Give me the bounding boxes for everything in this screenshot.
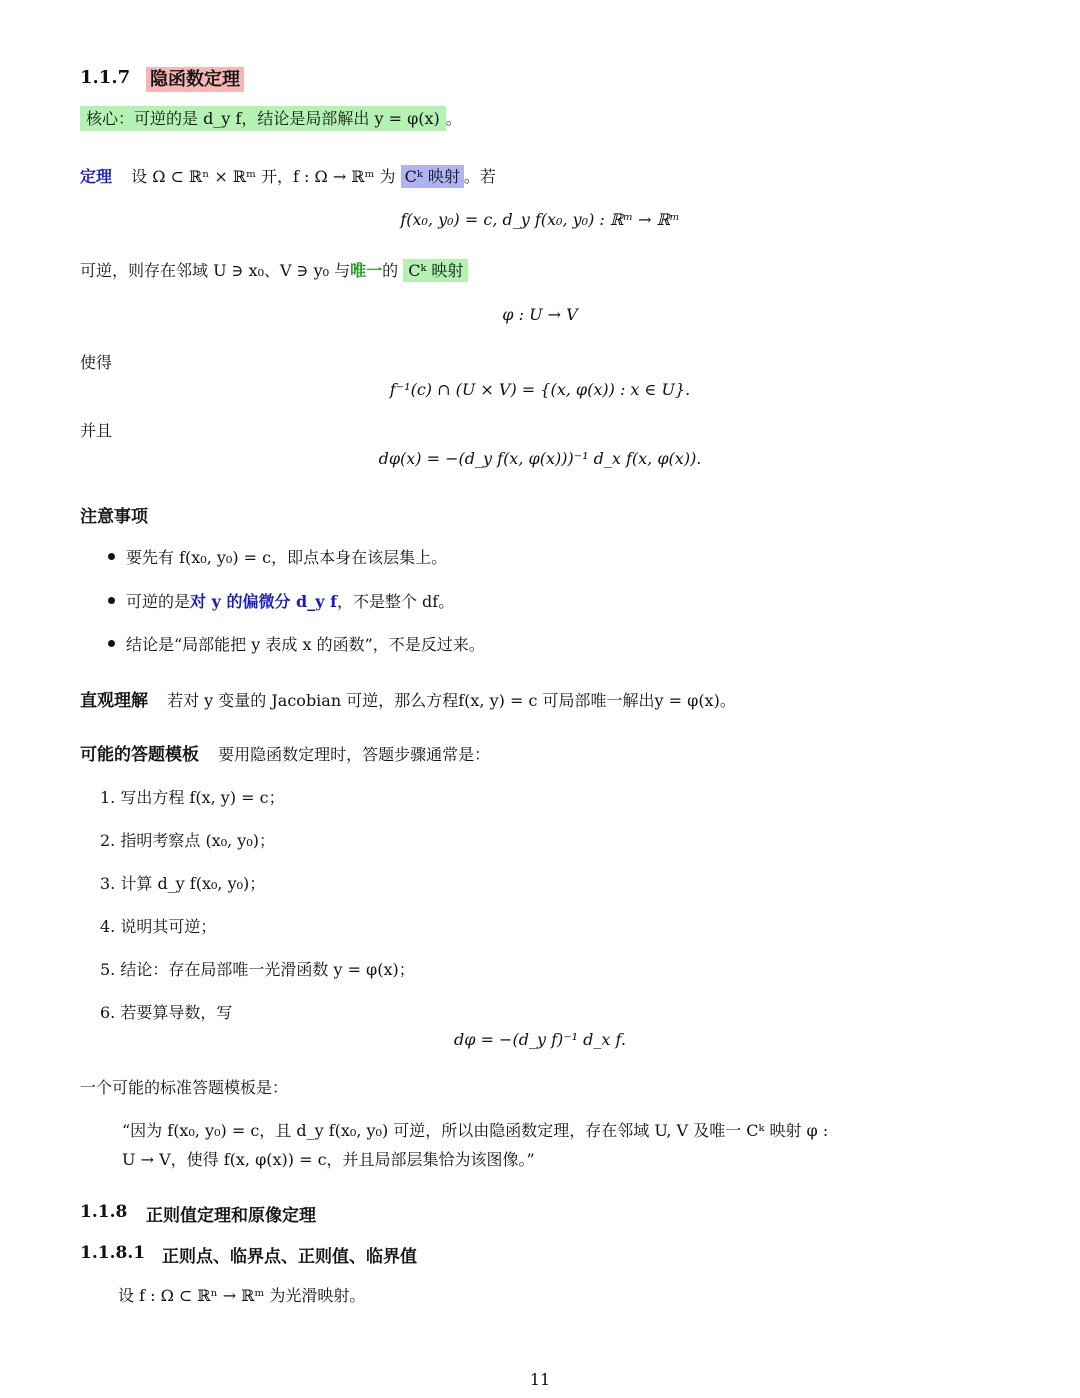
note-1: 要先有 f(x₀, y₀) = c，即点本身在该层集上。 (126, 548, 448, 567)
note-2-bold: 对 y 的偏微分 d_y f (190, 592, 337, 611)
step-item: 1. 写出方程 f(x, y) = c； (100, 788, 285, 807)
theorem-label: 定理 (80, 167, 113, 186)
standard-template-intro: 一个可能的标准答题模板是： (80, 1078, 289, 1097)
template-intro: 要用隐函数定理时，答题步骤通常是： (218, 745, 491, 764)
intuition-text: 若对 y 变量的 Jacobian 可逆，那么方程f(x, y) = c 可局部唯一解出y = φ(x)。 (167, 691, 736, 710)
core-statement (80, 106, 462, 129)
equation-2: φ : U → V (502, 305, 578, 324)
notes-title: 注意事项 (80, 507, 148, 527)
exists-line (80, 258, 468, 281)
section-title-text: 隐函数定理 (146, 67, 244, 92)
note-2 (126, 589, 454, 612)
section-number: 1.1.8 (80, 1202, 128, 1222)
theorem-text: 设 Ω ⊂ ℝⁿ × ℝᵐ 开，f : Ω → ℝᵐ 为 (131, 167, 396, 186)
theorem-ck-highlight: Cᵏ 映射 (401, 165, 464, 188)
exists-ck-highlight: Cᵏ 映射 (403, 259, 468, 282)
equation-4: dφ(x) = −(d_y f(x, φ(x)))⁻¹ d_x f(x, φ(x)). (378, 449, 702, 468)
exists-text-post: 的 (382, 261, 399, 280)
theorem-text-end: 。若 (463, 167, 496, 186)
core-highlight: 核心：可逆的是 d_y f，结论是局部解出 y = φ(x) (80, 106, 446, 131)
intuition-title: 直观理解 (80, 691, 148, 711)
template-paragraph (80, 740, 490, 765)
equation-5: dφ = −(d_y f)⁻¹ d_x f. (454, 1030, 626, 1049)
section-title: 正则值定理和原像定理 (146, 1206, 316, 1226)
step-item: 6. 若要算导数，写 (100, 1003, 233, 1022)
subsection-title: 正则点、临界点、正则值、临界值 (162, 1247, 417, 1267)
exists-text: 可逆，则存在邻域 U ∋ x₀、V ∋ y₀ 与 (80, 261, 351, 280)
equation-3: f⁻¹(c) ∩ (U × V) = {(x, φ(x)) : x ∈ U}. (389, 380, 691, 399)
template-title: 可能的答题模板 (80, 745, 199, 765)
shide-text: 使得 (80, 353, 113, 372)
intuition-paragraph (80, 686, 736, 711)
quote-line-1: “因为 f(x₀, y₀) = c，且 d_y f(x₀, y₀) 可逆，所以由隐函数定理，存在邻域 U, V 及唯一 Cᵏ 映射 φ : (122, 1121, 829, 1140)
step-item: 5. 结论：存在局部唯一光滑函数 y = φ(x)； (100, 960, 415, 979)
subsection-number: 1.1.8.1 (80, 1243, 146, 1263)
section-title (146, 65, 244, 91)
page-number: 11 (529, 1370, 551, 1389)
bingqie-text: 并且 (80, 421, 113, 440)
definition-line: 设 f : Ω ⊂ ℝⁿ → ℝᵐ 为光滑映射。 (118, 1286, 366, 1305)
unique-bold: 唯一 (350, 261, 383, 280)
theorem-line (80, 164, 496, 187)
note-2-post: ，不是整个 df。 (336, 592, 455, 611)
step-item: 3. 计算 d_y f(x₀, y₀)； (100, 874, 266, 893)
quote-line-2: U → V，使得 f(x, φ(x)) = c，并且局部层集恰为该图像。” (122, 1150, 535, 1169)
section-number: 1.1.7 (80, 67, 131, 88)
note-2-pre: 可逆的是 (126, 592, 191, 611)
core-end: 。 (445, 109, 462, 128)
step-item: 2. 指明考察点 (x₀, y₀)； (100, 831, 275, 850)
bullet-icon (108, 597, 115, 604)
note-3: 结论是“局部能把 y 表成 x 的函数”，不是反过来。 (126, 635, 485, 654)
bullet-icon (108, 640, 115, 647)
equation-1: f(x₀, y₀) = c, d_y f(x₀, y₀) : ℝᵐ → ℝᵐ (400, 210, 680, 229)
step-item: 4. 说明其可逆； (100, 917, 217, 936)
bullet-icon (108, 553, 115, 560)
